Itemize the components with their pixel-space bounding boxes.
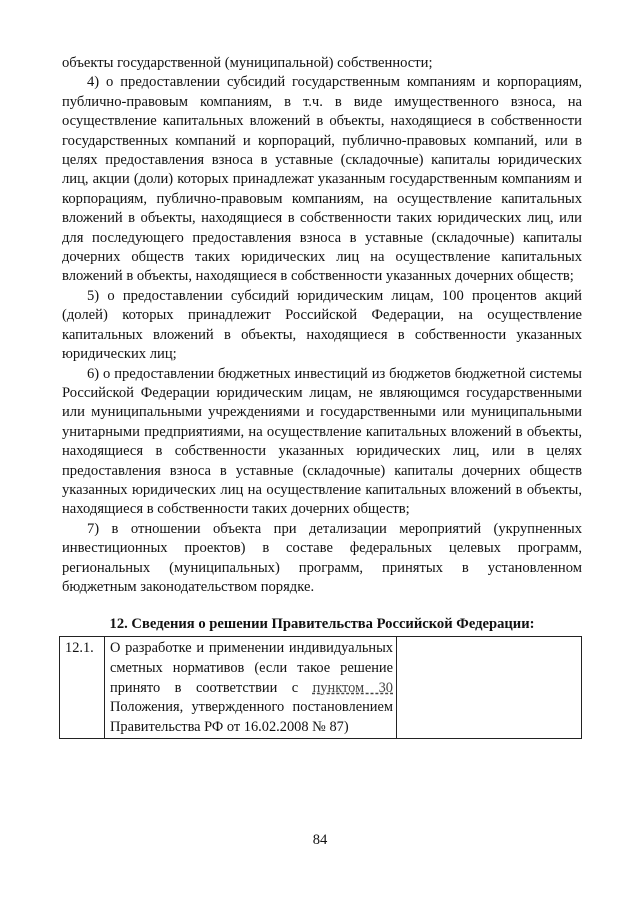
row-description-cell — [105, 637, 397, 739]
paragraph-item-5: 5) о предоставлении субсидий юридическим лицам, 100 процентов акций (долей) которых принадлежит Российской Федерации, на осуществление капитальных вложений в объекты, находящиеся в собственности указанных юридических лиц; — [62, 287, 582, 363]
paragraph-item-4: 4) о предоставлении субсидий государственным компаниям и корпорациям, публично-правовым компаниям, в т.ч. в виде имущественного взноса, на осуществление капитальных вложений в объекты, находящиеся в собственности государственных компаний и корпораций, публично-правовых компаний, или в целях предоставления взноса в уставные (складочные) капиталы юридических лиц, акции (доли) которых принадлежат указанным государственным компаниям и корпорациям, публично-правовым компаниям, на осуществление капитальных вложений в объекты, находящиеся в собственности таких юридических лиц, или для последующего предоставления взноса в уставные (складочные) капиталы дочерних обществ таких юридических лиц на осуществление капитальных вложений в объекты, находящиеся в собственности указанных дочерних обществ; — [62, 74, 582, 285]
spacer — [62, 597, 582, 615]
clause-30-link[interactable]: пунктом 30 — [312, 679, 393, 696]
paragraph-item-7: 7) в отношении объекта при детализации мероприятий (укрупненных инвестиционных проектов) в составе федеральных целевых программ, региональных (муниципальных) программ, принятых в установленном бюджетным законодательством порядке. — [62, 520, 582, 595]
page-number: 84 — [312, 832, 328, 848]
description-text-end: Положения, утвержденного постановлением Правительства РФ от 16.02.2008 № 87) — [110, 699, 393, 735]
paragraph-1: объекты государственной (муниципальной) собственности; — [62, 55, 433, 71]
row-value-cell[interactable] — [397, 637, 582, 739]
section-title: 12. Сведения о решении Правительства Российской Федерации: — [109, 616, 535, 633]
decision-table — [59, 636, 582, 739]
description-text: О разработке и применении индивидуальных сметных нормативов (если такое решение принято в соответствии с — [110, 640, 393, 696]
row-number-cell: 12.1. — [60, 637, 105, 739]
document-page — [62, 54, 582, 739]
table-row — [60, 637, 582, 739]
paragraph-item-6: 6) о предоставлении бюджетных инвестиций из бюджетов бюджетной системы Российской Федерации юридическим лицам, не являющимся государственными или муниципальными учреждениями и государственными или муниципальными унитарными предприятиями, на осуществление капитальных вложений в объекты, находящиеся в собственности указанных юридических лиц, или в целях предоставления взноса в уставные (складочные) капиталы дочерних обществ указанных юридических лиц на осуществление капитальных вложений в объекты, находящиеся в собственности таких дочерних обществ; — [62, 365, 582, 518]
